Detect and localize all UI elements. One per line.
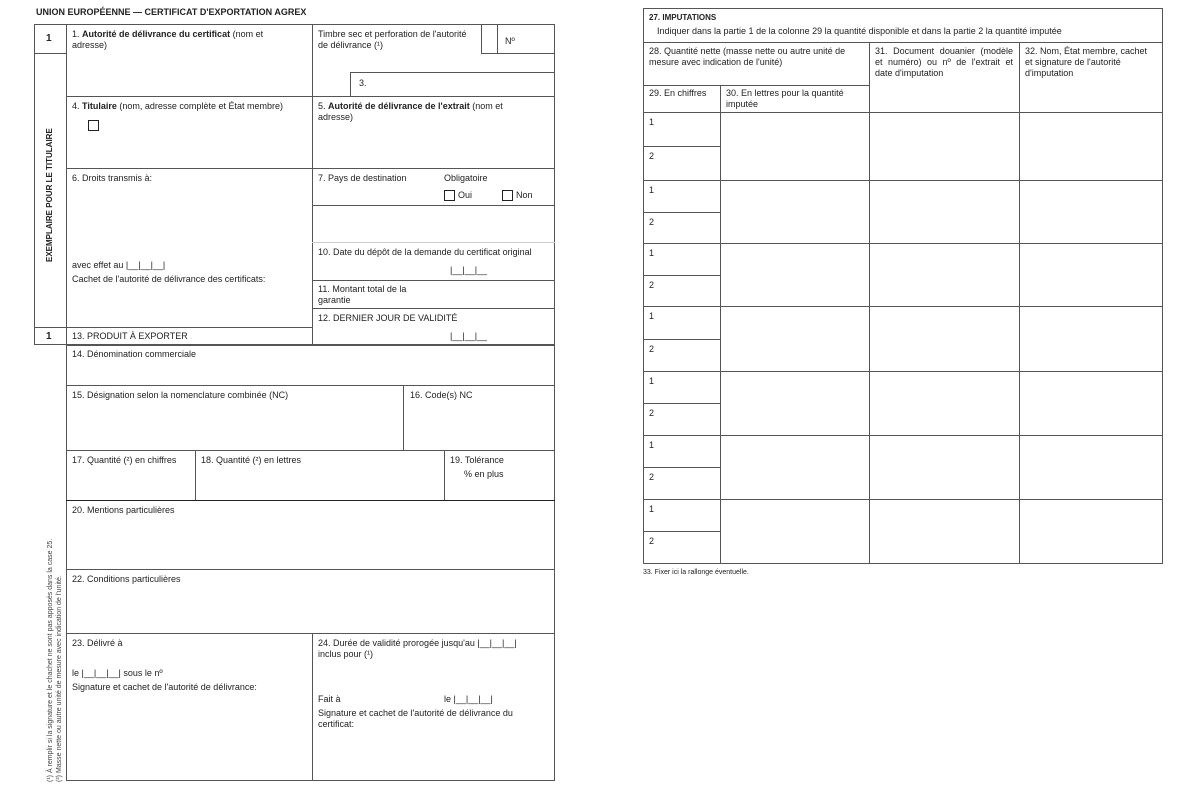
part-1-label: 1 xyxy=(649,185,655,195)
box-2[interactable]: Timbre sec et perforation de l'autorité de délivrance (¹) xyxy=(318,29,467,50)
oui-checkbox[interactable]: Oui xyxy=(444,190,472,201)
box-27: 27. IMPUTATIONS xyxy=(649,13,717,22)
copy-number: 1 xyxy=(46,33,52,44)
box-28: 28. Quantité nette (masse nette ou autre unité de mesure avec indication de l'unité) xyxy=(649,46,846,67)
part-1-label: 1 xyxy=(649,440,655,450)
box-10[interactable]: 10. Date du dépôt de la demande du certificat original xyxy=(318,247,532,257)
part-1-label: 1 xyxy=(649,376,655,386)
box-18[interactable]: 18. Quantité (²) en lettres xyxy=(201,455,302,465)
box-5[interactable]: 5. Autorité de délivrance de l'extrait (nom et adresse) xyxy=(318,101,503,122)
box-12[interactable]: 12. DERNIER JOUR DE VALIDITÉ xyxy=(318,313,458,323)
box-19[interactable]: 19. Tolérance xyxy=(450,455,504,465)
box-16[interactable]: 16. Code(s) NC xyxy=(410,390,473,400)
box-24-signature: Signature et cachet de l'autorité de délivrance du certificat: xyxy=(318,708,513,729)
box-7[interactable]: 7. Pays de destination xyxy=(318,173,407,183)
side-label: EXEMPLAIRE POUR LE TITULAIRE xyxy=(45,128,54,262)
box-2-mark xyxy=(481,24,498,54)
box-33: 33. Fixer ici la rallonge éventuelle. xyxy=(643,569,749,576)
box-13: 13. PRODUIT À EXPORTER xyxy=(72,331,188,341)
non-checkbox[interactable]: Non xyxy=(502,190,533,201)
part-2-label: 2 xyxy=(649,536,655,546)
box-19-sub: % en plus xyxy=(464,469,504,479)
box-29: 29. En chiffres xyxy=(649,88,707,98)
footnotes: (¹) À remplir si la signature et le chachet ne sont pas apposés dans la case 25. (²) Masse nette ou autre unité de mesure avec indication de l'unité. xyxy=(47,538,63,782)
box-11[interactable]: 11. Montant total de la garantie xyxy=(318,284,407,305)
part-2-label: 2 xyxy=(649,217,655,227)
part-1-label: 1 xyxy=(649,311,655,321)
imputation-row[interactable] xyxy=(721,113,869,180)
box-no[interactable]: Nº xyxy=(497,24,555,54)
box-17[interactable]: 17. Quantité (²) en chiffres xyxy=(72,455,177,465)
form-title: UNION EUROPÉENNE — CERTIFICAT D'EXPORTATION AGREX xyxy=(36,7,307,17)
box-23[interactable]: 23. Délivré à xyxy=(72,638,123,648)
box-24-date[interactable]: le |__|__|__| xyxy=(444,694,493,704)
part-1-label: 1 xyxy=(649,504,655,514)
box-31: 31. Document douanier (modèle et numéro) ou nº de l'extrait et date d'imputation xyxy=(875,46,1013,78)
box-3[interactable]: 3. xyxy=(350,72,555,97)
box-24[interactable]: 24. Durée de validité prorogée jusqu'au |__|__|__| inclus pour (¹) xyxy=(318,638,517,659)
part-1-label: 1 xyxy=(649,117,655,127)
part-1-label: 1 xyxy=(649,248,655,258)
box-7-obligatoire: Obligatoire xyxy=(444,173,488,183)
box-24-fait[interactable]: Fait à xyxy=(318,694,341,704)
imputation-row[interactable] xyxy=(721,244,869,306)
box-15[interactable]: 15. Désignation selon la nomenclature combinée (NC) xyxy=(72,390,289,400)
box-23-signature: Signature et cachet de l'autorité de délivrance: xyxy=(72,682,257,692)
box-22[interactable]: 22. Conditions particulières xyxy=(72,574,181,584)
box-10-date[interactable]: |__|__|__ xyxy=(450,265,488,275)
box-14[interactable]: 14. Dénomination commerciale xyxy=(72,349,197,359)
part-2-label: 2 xyxy=(649,408,655,418)
box-23-date[interactable]: le |__|__|__| sous le nº xyxy=(72,668,163,678)
imputation-row[interactable] xyxy=(721,372,869,435)
box-32: 32. Nom, État membre, cachet et signature de l'autorité d'imputation xyxy=(1025,46,1148,78)
part-2-label: 2 xyxy=(649,472,655,482)
part-2-label: 2 xyxy=(649,344,655,354)
box-6-cachet: Cachet de l'autorité de délivrance des certificats: xyxy=(72,274,266,284)
titulaire-checkbox[interactable] xyxy=(88,120,99,131)
box-1[interactable]: 1. Autorité de délivrance du certificat (nom et adresse) xyxy=(72,29,264,50)
box-6-effet[interactable]: avec effet au |__|__|__| xyxy=(72,260,166,270)
part-2-label: 2 xyxy=(649,280,655,290)
box-12-date[interactable]: |__|__|__ xyxy=(450,331,488,341)
box-4[interactable]: 4. Titulaire (nom, adresse complète et État membre) xyxy=(72,101,283,111)
imputation-row[interactable] xyxy=(721,436,869,499)
imputation-row[interactable] xyxy=(721,500,869,563)
box-27-text: Indiquer dans la partie 1 de la colonne 29 la quantité disponible et dans la partie 2 la quantité imputée xyxy=(657,26,1062,36)
copy-number-13: 1 xyxy=(46,331,52,342)
imputation-row[interactable] xyxy=(721,307,869,371)
part-2-label: 2 xyxy=(649,151,655,161)
box-6[interactable]: 6. Droits transmis à: xyxy=(72,173,153,183)
box-20[interactable]: 20. Mentions particulières xyxy=(72,505,175,515)
imputation-row[interactable] xyxy=(721,181,869,243)
box-30: 30. En lettres pour la quantité imputée xyxy=(726,88,844,109)
